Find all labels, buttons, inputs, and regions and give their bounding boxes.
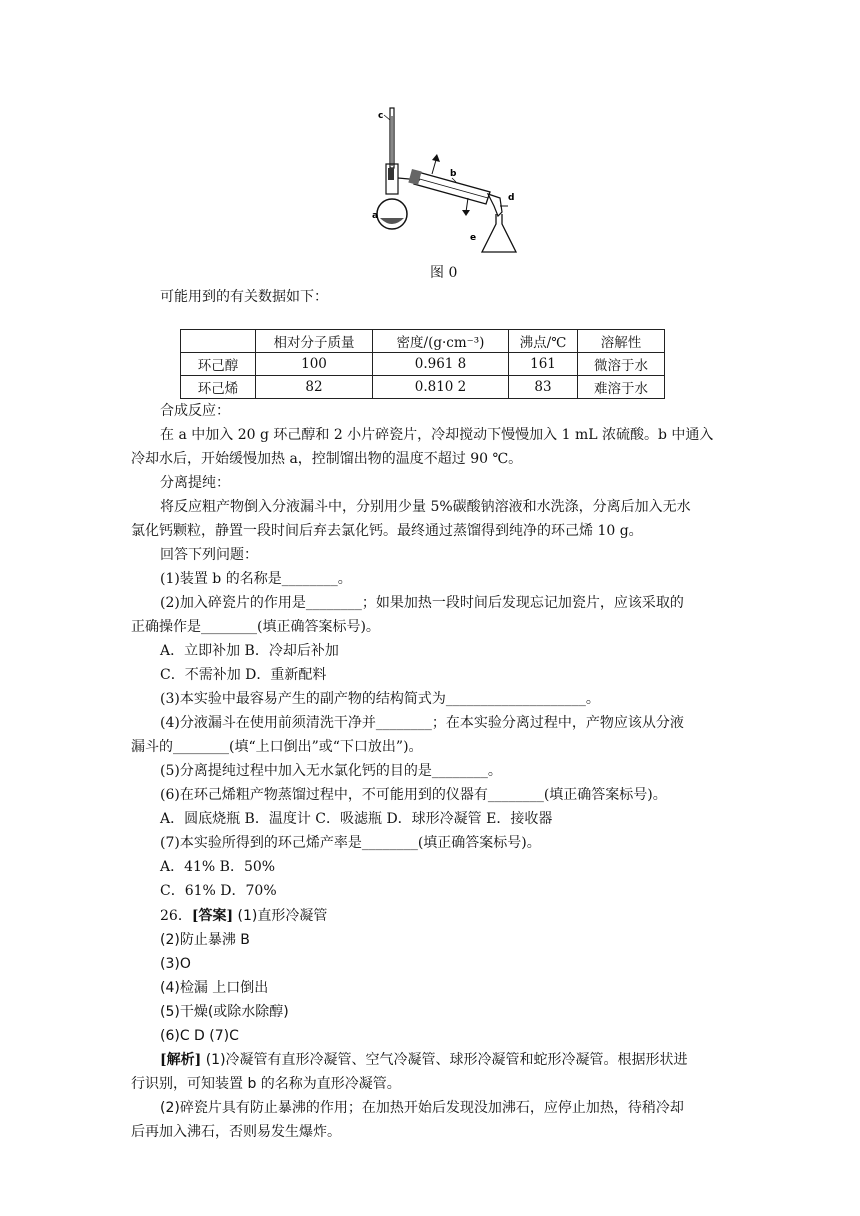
round-bottom-flask (377, 199, 407, 229)
question-4: (4)分液漏斗在使用前须清洗干净并________；在本实验分离过程中，产物应该从分液 (160, 715, 684, 731)
answer-number: 26． (160, 908, 192, 924)
answer-4: (4)检漏 上口倒出 (160, 980, 269, 996)
table-header-cell: 沸点/℃ (509, 330, 578, 353)
question-2-options-ab: A．立即补加 B．冷却后补加 (160, 643, 339, 659)
table-cell: 0.961 8 (373, 353, 509, 376)
question-1: (1)装置 b 的名称是________。 (160, 571, 352, 587)
paragraph-line: 冷却水后，开始缓慢加热 a，控制馏出物的温度不超过 90 ℃。 (131, 451, 523, 467)
figure-caption: 图 0 (430, 265, 458, 281)
label-b: b (450, 169, 457, 179)
table-row (181, 376, 665, 399)
question-3: (3)本实验中最容易产生的副产物的结构简式为____________________。 (160, 691, 600, 707)
table-cell: 0.810 2 (373, 376, 509, 399)
question-2: (2)加入碎瓷片的作用是________；如果加热一段时间后发现忘记加瓷片，应该采取的 (160, 595, 684, 611)
answer-2: (2)防止暴沸 B (160, 932, 250, 948)
question-6: (6)在环己烯粗产物蒸馏过程中，不可能用到的仪器有________(填正确答案标号)。 (160, 787, 667, 803)
table-cell: 环己醇 (181, 353, 256, 376)
properties-table (180, 329, 665, 399)
distillation-apparatus-figure (370, 106, 530, 258)
analysis-line (160, 1050, 688, 1070)
question-7: (7)本实验所得到的环己烯产率是________(填正确答案标号)。 (160, 835, 541, 851)
answer-3: (3)O (160, 956, 191, 972)
table-cell: 100 (256, 353, 373, 376)
data-intro: 可能用到的有关数据如下： (160, 289, 328, 305)
table-cell: 83 (509, 376, 578, 399)
label-c: c (378, 111, 384, 121)
adapter (488, 194, 502, 216)
question-7-options-ab: A．41% B．50% (160, 859, 276, 875)
receiving-flask (482, 214, 516, 252)
table-header-cell: 相对分子质量 (256, 330, 373, 353)
paragraph-line: 在 a 中加入 20 g 环己醇和 2 小片碎瓷片，冷却搅动下慢慢加入 1 mL 浓硫酸。b 中通入 (160, 427, 714, 443)
table-header-cell: 溶解性 (578, 330, 665, 353)
table-cell: 微溶于水 (578, 353, 665, 376)
table-cell: 环己烯 (181, 376, 256, 399)
questions-heading: 回答下列问题： (160, 547, 258, 563)
answer-1: (1)直形冷凝管 (233, 908, 328, 924)
question-2-cont: 正确操作是________(填正确答案标号)。 (131, 619, 380, 635)
label-e: e (470, 233, 477, 243)
question-2-options-cd: C．不需补加 D．重新配料 (160, 667, 327, 683)
answer-5: (5)干燥(或除水除醇) (160, 1004, 289, 1020)
table-header-row (181, 330, 665, 353)
table-cell: 难溶于水 (578, 376, 665, 399)
section-heading-synthesis: 合成反应： (160, 403, 230, 419)
analysis-text: 行识别，可知装置 b 的名称为直形冷凝管。 (131, 1076, 401, 1092)
question-6-options: A．圆底烧瓶 B．温度计 C．吸滤瓶 D．球形冷凝管 E．接收器 (160, 811, 553, 827)
table-header-cell (181, 330, 256, 353)
analysis-text: 后再加入沸石，否则易发生爆炸。 (131, 1124, 341, 1140)
table-header-cell: 密度/(g·cm⁻³) (373, 330, 509, 353)
paragraph-line: 氯化钙颗粒，静置一段时间后弃去氯化钙。最终通过蒸馏得到纯净的环己烯 10 g。 (131, 523, 643, 539)
table-cell: 161 (509, 353, 578, 376)
question-4-cont: 漏斗的________(填“上口倒出”或“下口放出”)。 (131, 739, 423, 755)
paragraph-line: 将反应粗产物倒入分液漏斗中，分别用少量 5%碳酸钠溶液和水洗涤，分离后加入无水 (160, 499, 691, 515)
label-d: d (508, 193, 515, 203)
analysis-text: (2)碎瓷片具有防止暴沸的作用；在加热开始后发现没加沸石，应停止加热，待稍冷却 (160, 1100, 684, 1116)
section-heading-separation: 分离提纯： (160, 475, 230, 491)
answer-line (160, 906, 327, 926)
question-7-options-cd: C．61% D．70% (160, 883, 277, 899)
answer-6-7: (6)C D (7)C (160, 1028, 239, 1044)
table-row (181, 353, 665, 376)
label-a: a (372, 211, 379, 221)
answer-tag: [答案] (191, 908, 234, 924)
question-5: (5)分离提纯过程中加入无水氯化钙的目的是________。 (160, 763, 502, 779)
analysis-text: (1)冷凝管有直形冷凝管、空气冷凝管、球形冷凝管和蛇形冷凝管。根据形状进 (201, 1052, 688, 1068)
analysis-tag: [解析] (160, 1052, 202, 1068)
table-cell: 82 (256, 376, 373, 399)
